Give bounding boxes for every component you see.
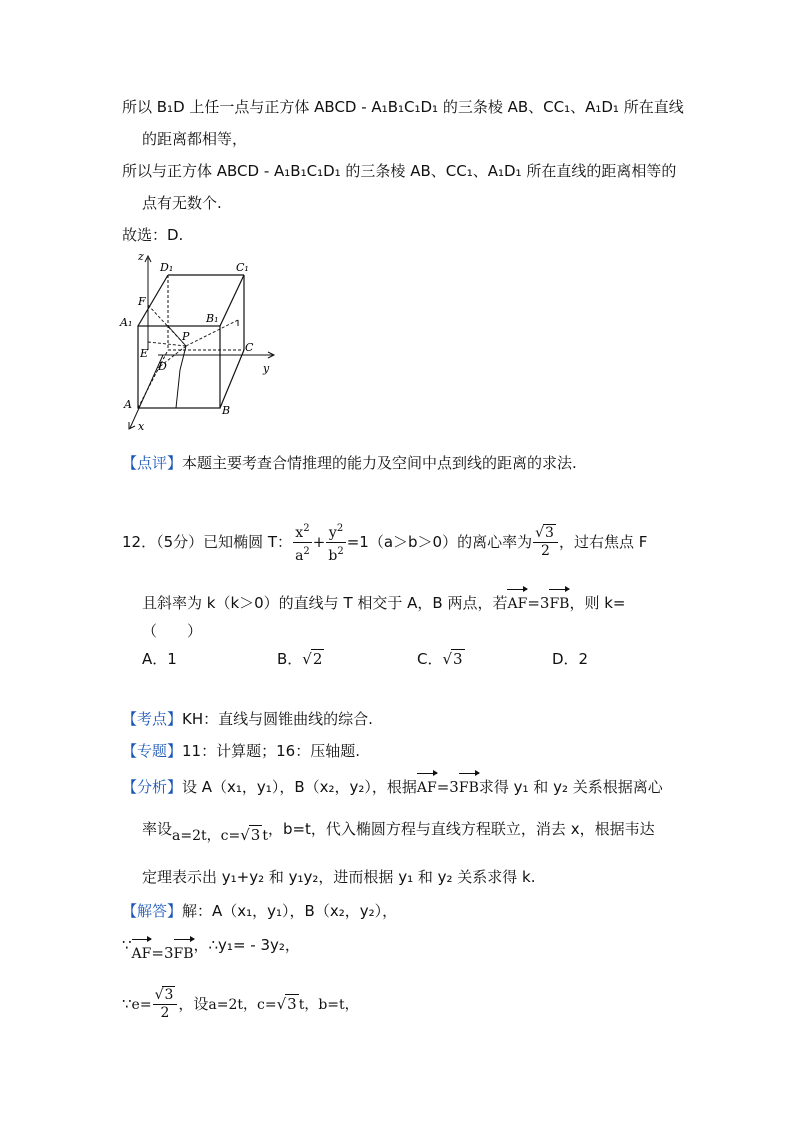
- fenxi-line-3: 定理表示出 y₁+y₂ 和 y₁y₂，进而根据 y₁ 和 y₂ 关系求得 k.: [142, 868, 536, 886]
- eccentricity-fraction: $\frac{√3}{2}$: [533, 525, 558, 560]
- option-B[interactable]: B．√2: [277, 650, 323, 668]
- vector-FB: FB: [549, 588, 569, 615]
- text-line-3: 所以与正方体 ABCD - A₁B₁C₁D₁ 的三条棱 AB、CC₁、A₁D₁ 所在直线的距离相等的: [122, 162, 677, 180]
- question-12-options: [142, 648, 642, 674]
- label-A1: A₁: [120, 316, 133, 329]
- label-D1: D₁: [160, 261, 174, 274]
- jieda-line-2: ∵ AF=3 FB，∴y₁= - 3y₂，: [122, 934, 300, 965]
- question-12-line-1: 12．（5分）已知椭圆 T： $\frac{x^2}{a^2}$ + $\frac{y^2}{b^2}$ =1（a＞b＞0）的离心率为 $\frac{√3}{2}$ ，过右焦点 F: [122, 520, 647, 565]
- vector-FB: FB: [459, 772, 479, 799]
- option-D[interactable]: D．2: [552, 650, 589, 668]
- text-line-4: 点有无数个.: [142, 194, 222, 212]
- answer-line: 故选：D.: [122, 226, 184, 244]
- vector-AF: AF: [507, 588, 527, 615]
- ellipse-condition: =1（a＞b＞0）的离心率为: [346, 533, 533, 551]
- jieda-line-3: ∵e= $\frac{√3}{2}$ ，设a=2t，c=√3 t，b=t，: [122, 987, 359, 1021]
- label-B: B: [222, 404, 231, 417]
- jieda-line-1: 【解答】解：A（x₁，y₁），B（x₂，y₂），: [122, 902, 398, 920]
- label-E: E: [140, 347, 149, 360]
- label-B1: B₁: [206, 312, 219, 325]
- question-12-paren: （ ）: [142, 622, 203, 640]
- label-z: z: [138, 250, 144, 263]
- question-12-line-2: 且斜率为 k（k＞0）的直线与 T 相交于 A，B 两点，若 AF=3 FB，则 k=: [142, 588, 625, 615]
- vector-AF: AF: [417, 772, 437, 799]
- label-x: x: [138, 420, 145, 433]
- zhuanti-line: 【专题】11：计算题；16：压轴题.: [122, 742, 360, 760]
- option-C[interactable]: C．√3: [417, 650, 463, 668]
- label-F: F: [138, 295, 146, 308]
- comment-text: 本题主要考查合情推理的能力及空间中点到线的距离的求法.: [182, 454, 577, 472]
- label-y: y: [263, 362, 270, 375]
- ellipse-y-term: $\frac{y^2}{b^2}$: [326, 520, 345, 565]
- text-line-2: 的距离都相等，: [142, 130, 248, 148]
- eccentricity-fraction: $\frac{√3}{2}$: [153, 987, 178, 1022]
- label-P: P: [182, 330, 190, 343]
- vector-AF: AF: [132, 938, 152, 965]
- label-A: A: [124, 398, 132, 411]
- label-C: C: [245, 341, 254, 354]
- fenxi-line-1: 【分析】设 A（x₁，y₁），B（x₂，y₂），根据 AF=3 FB求得 y₁ 和 y₂ 关系根据离心: [122, 772, 663, 799]
- comment-line: [122, 452, 577, 474]
- question-12-head: 12．（5分）已知椭圆 T：: [122, 533, 293, 551]
- question-12-tail: ，过右焦点 F: [558, 533, 648, 551]
- label-D: D: [158, 360, 167, 373]
- kaodian-line: 【考点】KH：直线与圆锥曲线的综合.: [122, 710, 373, 728]
- ellipse-x-term: $\frac{x^2}{a^2}$: [293, 520, 312, 565]
- cube-figure: [118, 250, 288, 435]
- fenxi-line-2: 率设a=2t，c=√3 t，b=t，代入椭圆方程与直线方程联立，消去 x，根据韦达: [142, 820, 655, 844]
- option-A[interactable]: A．1: [142, 650, 177, 668]
- text-line-1: 所以 B₁D 上任一点与正方体 ABCD - A₁B₁C₁D₁ 的三条棱 AB、CC₁、A₁D₁ 所在直线: [122, 98, 684, 116]
- vector-FB: FB: [174, 938, 194, 965]
- label-C1: C₁: [236, 261, 249, 274]
- comment-tag: 【点评】: [122, 454, 183, 472]
